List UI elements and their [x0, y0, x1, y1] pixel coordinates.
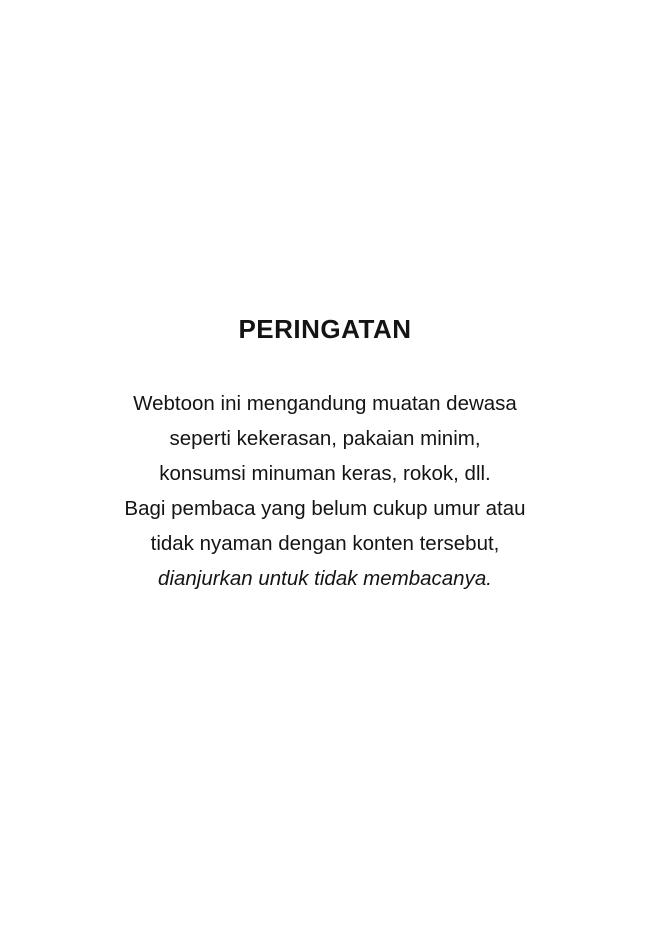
warning-line: tidak nyaman dengan konten tersebut,	[150, 531, 500, 555]
warning-line: Webtoon ini mengandung muatan dewasa	[133, 391, 517, 415]
warning-notice	[0, 315, 650, 596]
warning-line: Bagi pembaca yang belum cukup umur atau	[124, 496, 526, 520]
page-title: PERINGATAN	[238, 314, 412, 344]
warning-line-emphasis: dianjurkan untuk tidak membacanya.	[158, 566, 492, 590]
warning-line: seperti kekerasan, pakaian minim,	[169, 426, 481, 450]
warning-text	[0, 386, 650, 596]
warning-line: konsumsi minuman keras, rokok, dll.	[159, 461, 491, 485]
